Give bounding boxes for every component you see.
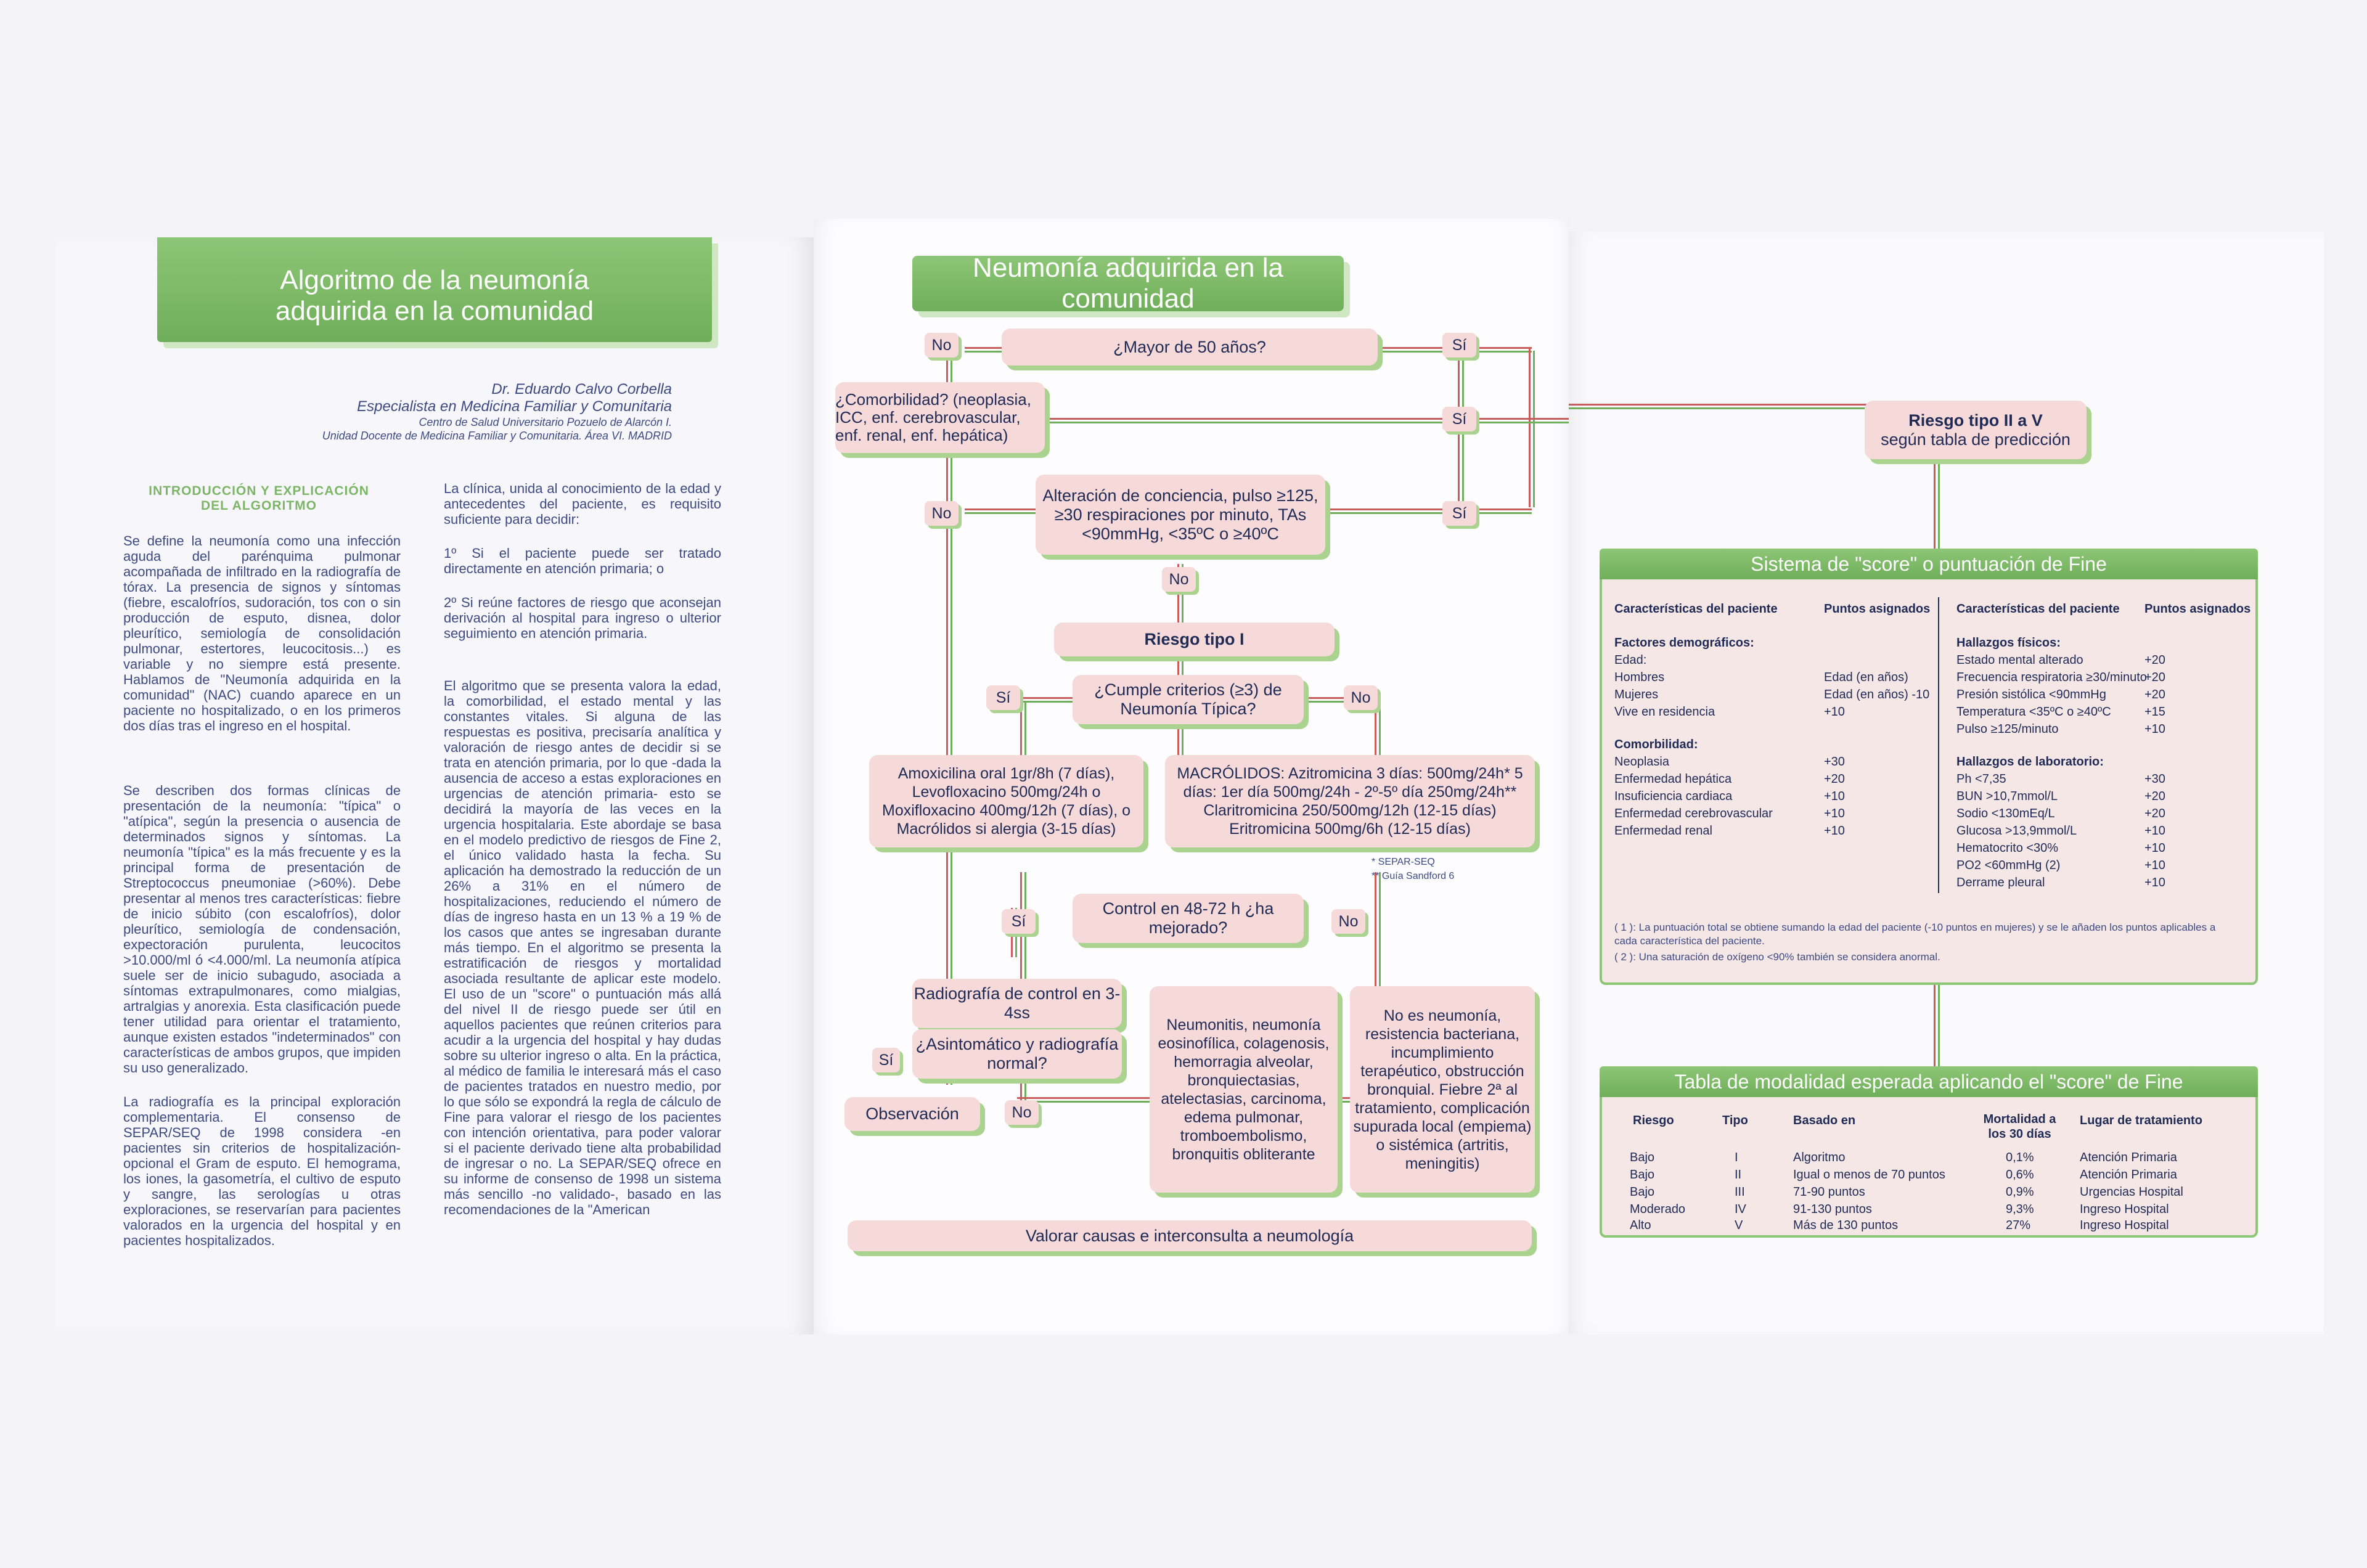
differential-dx-1: Neumonitis, neumonía eosinofílica, colagenosis, hemorragia alveolar, bronquiectasias, atelectasias, carcinoma, edema pulmonar, tromboembolismo, bronquitis obliterante bbox=[1150, 986, 1338, 1193]
flowchart-title: Neumonía adquirida en la comunidad bbox=[973, 253, 1283, 314]
lab-points: +20 bbox=[2144, 807, 2165, 820]
author-name: Dr. Eduardo Calvo Corbella bbox=[491, 381, 672, 398]
demog-points: Edad (en años) bbox=[1824, 671, 1908, 684]
no-label-asymptomatic: No bbox=[1005, 1100, 1039, 1125]
demog-label: Hombres bbox=[1614, 671, 1665, 684]
si-label-comorbidity: Sí bbox=[1442, 407, 1476, 431]
lab-points: +10 bbox=[2144, 824, 2165, 838]
demog-label: Mujeres bbox=[1614, 688, 1659, 701]
xray-control-box: Radiografía de control en 3-4ss bbox=[912, 979, 1122, 1028]
risk-2-5-subtitle: según tabla de predicción bbox=[1881, 430, 2071, 449]
si-label-typical: Sí bbox=[986, 685, 1020, 710]
lab-label: Sodio <130mEq/L bbox=[1956, 807, 2055, 820]
fine-note-2: ( 2 ): Una saturación de oxígeno <90% también se considera anormal. bbox=[1614, 951, 1940, 963]
lab-label: Derrame pleural bbox=[1956, 876, 2045, 889]
modality-header: Tipo bbox=[1722, 1114, 1748, 1127]
lab-title: Hallazgos de laboratorio: bbox=[1956, 755, 2104, 769]
si-label-age: Sí bbox=[1442, 333, 1476, 357]
phys-points: +10 bbox=[2144, 722, 2165, 736]
article-title-line2: adquirida en la comunidad bbox=[275, 296, 594, 326]
modality-header: Riesgo bbox=[1633, 1114, 1674, 1127]
no-label-age: No bbox=[925, 333, 959, 357]
left-page bbox=[55, 237, 814, 1334]
phys-label: Frecuencia respiratoria ≥30/minuto bbox=[1956, 671, 2147, 684]
table-row-type: III bbox=[1735, 1185, 1745, 1199]
lab-points: +10 bbox=[2144, 841, 2165, 855]
table-row-type: V bbox=[1735, 1219, 1743, 1232]
col2-item-1: 1º Si el paciente puede ser tratado directamente en atención primaria; o bbox=[444, 545, 721, 576]
lab-points: +20 bbox=[2144, 790, 2165, 803]
section-heading: INTRODUCCIÓN Y EXPLICACIÓN DEL ALGORITMO bbox=[149, 484, 369, 513]
modality-table-banner bbox=[1600, 1066, 2258, 1097]
flowchart-title-banner bbox=[912, 253, 1344, 314]
table-row-risk: Alto bbox=[1630, 1219, 1651, 1232]
phys-label: Presión sistólica <90mmHg bbox=[1956, 688, 2106, 701]
right-page bbox=[1569, 231, 2324, 1334]
fine-score-panel bbox=[1600, 549, 2258, 985]
lab-points: +30 bbox=[2144, 772, 2165, 786]
table-row-mortality: 0,1% bbox=[2006, 1151, 2034, 1164]
col2-paragraph-2: El algoritmo que se presenta valora la edad, la comorbilidad, el estado mental y las constantes vitales. Si alguna de las respuestas es positiva, precisaría analítica y valoración de riesgo antes de decidir si se trata en atención primaria, por lo que -dada la ausencia de acceso a estas exploraciones en urgencias de atención primaria- esto se decidirá la mayoría de las veces en la urgencia hospitalaria. Este abordaje se basa en el modelo predictivo de riesgos de Fine 2, el único validado hasta la fecha. Su aplicación ha demostrado la reducción de un 26% a 31% en el número de hospitalizaciones, reduciendo el número de días de ingreso hasta en un 13 % a 19 % de los casos que antes se ingresaban durante más tiempo. En el algoritmo se presenta la estratificación de riesgos y mortalidad asociada resultante de aplicar este modelo. El uso de un "score" o puntuación más allá del nivel II de riesgo puede ser útil en aquellos pacientes que reúnen criterios para acudir a la urgencia del hospital y hay dudas sobre su ulterior ingreso o alta. En la práctica, al médico de familia le interesará más el caso de pacientes tratados en nuestro medio, por lo que sólo se expondrá la regla de cálculo de Fine para valorar el riesgo de los pacientes con intención orientativa, para poder valorar si el paciente derivado tiene alta probabilidad de ingresar o no. La SEPAR/SEQ ofrece en su informe de consenso de 1998 un sistema más sencillo -no validado-, basado en las recomendaciones de la "American bbox=[444, 678, 721, 1217]
phys-label: Estado mental alterado bbox=[1956, 653, 2083, 667]
table-row-basis: 71-90 puntos bbox=[1793, 1185, 1865, 1199]
table-row-type: I bbox=[1735, 1151, 1738, 1164]
fine-score-title: Sistema de "score" o puntuación de Fine bbox=[1751, 552, 2107, 575]
table-row-place: Atención Primaria bbox=[2080, 1151, 2177, 1164]
author-block bbox=[240, 381, 672, 443]
article-title-banner bbox=[157, 237, 712, 342]
author-unit: Unidad Docente de Medicina Familiar y Comunitaria. Área VI. MADRID bbox=[322, 430, 672, 442]
table-row-place: Urgencias Hospital bbox=[2080, 1185, 2183, 1199]
modality-table-panel bbox=[1600, 1066, 2258, 1238]
final-referral-box: Valorar causas e interconsulta a neumología bbox=[848, 1220, 1532, 1251]
comorb-label: Neoplasia bbox=[1614, 755, 1669, 769]
no-label-vitals: No bbox=[925, 501, 959, 526]
table-row-mortality: 0,6% bbox=[2006, 1168, 2034, 1182]
footnote-sandford: ** Guía Sandford 6 bbox=[1372, 871, 1455, 881]
si-label-asymptomatic: Sí bbox=[872, 1048, 900, 1072]
question-control: Control en 48-72 h ¿ha mejorado? bbox=[1073, 894, 1304, 943]
demog-title: Factores demográficos: bbox=[1614, 636, 1754, 650]
table-row-risk: Bajo bbox=[1630, 1168, 1655, 1182]
author-center: Centro de Salud Universitario Pozuelo de Alarcón I. bbox=[419, 416, 672, 428]
lab-label: Glucosa >13,9mmol/L bbox=[1956, 824, 2077, 838]
comorb-label: Enfermedad hepática bbox=[1614, 772, 1732, 786]
lab-label: PO2 <60mmHg (2) bbox=[1956, 859, 2061, 872]
flowchart-page bbox=[814, 219, 1569, 1334]
author-role: Especialista en Medicina Familiar y Comunitaria bbox=[357, 398, 672, 415]
observation-box: Observación bbox=[844, 1097, 980, 1131]
modality-table-title: Tabla de modalidad esperada aplicando el "score" de Fine bbox=[1674, 1070, 2183, 1093]
question-age: ¿Mayor de 50 años? bbox=[1002, 329, 1378, 365]
table-row-place: Atención Primaria bbox=[2080, 1168, 2177, 1182]
treatment-typical: Amoxicilina oral 1gr/8h (7 días), Levofloxacino 500mg/24h o Moxifloxacino 400mg/12h (7 días), o Macrólidos si alergia (3-15 días) bbox=[869, 755, 1143, 847]
phys-label: Pulso ≥125/minuto bbox=[1956, 722, 2059, 736]
table-row-type: II bbox=[1735, 1168, 1742, 1182]
risk-2-5-box bbox=[1865, 401, 2087, 459]
col2-paragraph-1: La clínica, unida al conocimiento de la edad y antecedentes del paciente, es requisito suficiente para decidir: bbox=[444, 481, 721, 527]
modality-header: Lugar de tratamiento bbox=[2080, 1114, 2202, 1127]
col1-paragraph-3: La radiografía es la principal exploración complementaria. El consenso de SEPAR/SEQ de 1998 considera -en pacientes sin criterios de hospitalización- opcional el Gram de esputo. El hemograma, los iones, la gasometría, el cultivo de esputo y sangre, las serologías u otras exploraciones, se reservarían para pacientes valorados en la urgencia del hospital y en pacientes hospitalizados. bbox=[123, 1094, 401, 1248]
phys-points: +20 bbox=[2144, 671, 2165, 684]
phys-label: Temperatura <35ºC o ≥40ºC bbox=[1956, 705, 2111, 719]
no-label-typical: No bbox=[1344, 685, 1378, 710]
comorb-title: Comorbilidad: bbox=[1614, 738, 1698, 751]
risk-2-5-title: Riesgo tipo II a V bbox=[1908, 410, 2043, 430]
phys-points: +20 bbox=[2144, 688, 2165, 701]
table-row-basis: 91-130 puntos bbox=[1793, 1203, 1872, 1216]
question-comorbidity: ¿Comorbilidad? (neoplasia, ICC, enf. cerebrovascular, enf. renal, enf. hepática) bbox=[835, 382, 1045, 453]
phys-points: +15 bbox=[2144, 705, 2165, 719]
comorb-points: +10 bbox=[1824, 790, 1845, 803]
article-title-line1: Algoritmo de la neumonía bbox=[280, 265, 589, 295]
demog-points: Edad (en años) -10 bbox=[1824, 688, 1930, 701]
fine-header-points-right: Puntos asignados bbox=[2144, 602, 2251, 616]
demog-points: +10 bbox=[1824, 705, 1845, 719]
modality-header: Mortalidad a los 30 días bbox=[1983, 1113, 2056, 1141]
no-label-risk: No bbox=[1162, 567, 1196, 592]
table-row-risk: Bajo bbox=[1630, 1185, 1655, 1199]
table-row-type: IV bbox=[1735, 1203, 1746, 1216]
demog-label: Edad: bbox=[1614, 653, 1647, 667]
comorb-label: Enfermedad renal bbox=[1614, 824, 1712, 838]
col1-paragraph-1: Se define la neumonía como una infección aguda del parénquima pulmonar acompañada de infiltrado en la radiografía de tórax. La presencia de signos y síntomas (fiebre, escalofríos, sudoración, tos con o sin producción de esputo, disnea, dolor pleurítico, semiología de consolidación pulmonar, estertores, leucocitosis...) es variable y no siempre está presente. Hablamos de "Neumonía adquirida en la comunidad" (NAC) cuando aparece en un paciente no hospitalizado, o en los primeros dos días tras el ingreso en el hospital. bbox=[123, 533, 401, 733]
no-label-control: No bbox=[1331, 909, 1365, 934]
comorb-points: +20 bbox=[1824, 772, 1845, 786]
fine-header-char-right: Características del paciente bbox=[1956, 602, 2120, 616]
fine-header-char-left: Características del paciente bbox=[1614, 602, 1778, 616]
risk-type-1-box: Riesgo tipo I bbox=[1054, 623, 1335, 656]
lab-label: Ph <7,35 bbox=[1956, 772, 2006, 786]
question-asymptomatic: ¿Asintomático y radiografía normal? bbox=[912, 1029, 1122, 1079]
question-vitals: Alteración de conciencia, pulso ≥125, ≥30 respiraciones por minuto, TAs <90mmHg, <35ºC o ≥40ºC bbox=[1036, 475, 1325, 555]
si-label-control: Sí bbox=[1002, 909, 1036, 934]
comorb-points: +10 bbox=[1824, 807, 1845, 820]
lab-points: +10 bbox=[2144, 876, 2165, 889]
demog-label: Vive en residencia bbox=[1614, 705, 1715, 719]
table-row-risk: Bajo bbox=[1630, 1151, 1655, 1164]
table-row-place: Ingreso Hospital bbox=[2080, 1219, 2169, 1232]
comorb-points: +30 bbox=[1824, 755, 1845, 769]
modality-header: Basado en bbox=[1793, 1114, 1856, 1127]
comorb-points: +10 bbox=[1824, 824, 1845, 838]
treatment-atypical: MACRÓLIDOS: Azitromicina 3 días: 500mg/24h* 5 días: 1er día 500mg/24h - 2º-5º día 250mg/24h** Claritromicina 250/500mg/12h (12-15 días) Eritromicina 500mg/6h (12-15 días) bbox=[1165, 755, 1535, 847]
differential-dx-2: No es neumonía, resistencia bacteriana, incumplimiento terapéutico, obstrucción bronquial. Fiebre 2ª al tratamiento, complicación supurada local (empiema) o sistémica (artritis, meningitis) bbox=[1350, 986, 1535, 1193]
table-row-basis: Más de 130 puntos bbox=[1793, 1219, 1899, 1232]
comorb-label: Enfermedad cerebrovascular bbox=[1614, 807, 1773, 820]
table-row-risk: Moderado bbox=[1630, 1203, 1686, 1216]
table-row-place: Ingreso Hospital bbox=[2080, 1203, 2169, 1216]
phys-title: Hallazgos físicos: bbox=[1956, 636, 2061, 650]
question-typical: ¿Cumple criterios (≥3) de Neumonía Típica? bbox=[1073, 675, 1304, 724]
lab-label: BUN >10,7mmol/L bbox=[1956, 790, 2058, 803]
table-row-basis: Algoritmo bbox=[1793, 1151, 1846, 1164]
fine-note-1: ( 1 ): La puntuación total se obtiene sumando la edad del paciente (-10 puntos en mujeres) y se le añaden los puntos aplicables a cada característica del paciente. bbox=[1614, 921, 2216, 947]
col1-paragraph-2: Se describen dos formas clínicas de presentación de la neumonía: "típica" o "atípica", según la presencia o ausencia de determinados signos y síntomas. La neumonía "típica" es la más frecuente y es la principal forma de presentación de Streptococcus pneumoniae (>60%). Debe presentar al menos tres características: fiebre de inicio súbito (con escalofríos), dolor pleurítico, semiología de condensación, expectoración purulenta, leucocitos >10.000/ml ó <4.000/ml. La neumonía atípica suele ser de inicio subagudo, asociada a síntomas extrapulmonares, como mialgias, artralgias y anorexia. Esta clasificación puede tener utilidad para orientar el tratamiento, aunque existen estados "indeterminados" con características de ambos grupos, que impiden su uso generalizado. bbox=[123, 783, 401, 1076]
footnote-separ: * SEPAR-SEQ bbox=[1372, 857, 1435, 867]
table-row-mortality: 27% bbox=[2006, 1219, 2031, 1232]
fine-score-banner bbox=[1600, 549, 2258, 579]
phys-points: +20 bbox=[2144, 653, 2165, 667]
col2-item-2: 2º Si reúne factores de riesgo que aconsejan derivación al hospital para ingreso o ulterior seguimiento en atención primaria. bbox=[444, 595, 721, 641]
lab-points: +10 bbox=[2144, 859, 2165, 872]
lab-label: Hematocrito <30% bbox=[1956, 841, 2059, 855]
comorb-label: Insuficiencia cardiaca bbox=[1614, 790, 1733, 803]
table-row-basis: Igual o menos de 70 puntos bbox=[1793, 1168, 1945, 1182]
table-row-mortality: 9,3% bbox=[2006, 1203, 2034, 1216]
fine-header-points-left: Puntos asignados bbox=[1824, 602, 1931, 616]
table-row-mortality: 0,9% bbox=[2006, 1185, 2034, 1199]
si-label-vitals: Sí bbox=[1442, 501, 1476, 526]
